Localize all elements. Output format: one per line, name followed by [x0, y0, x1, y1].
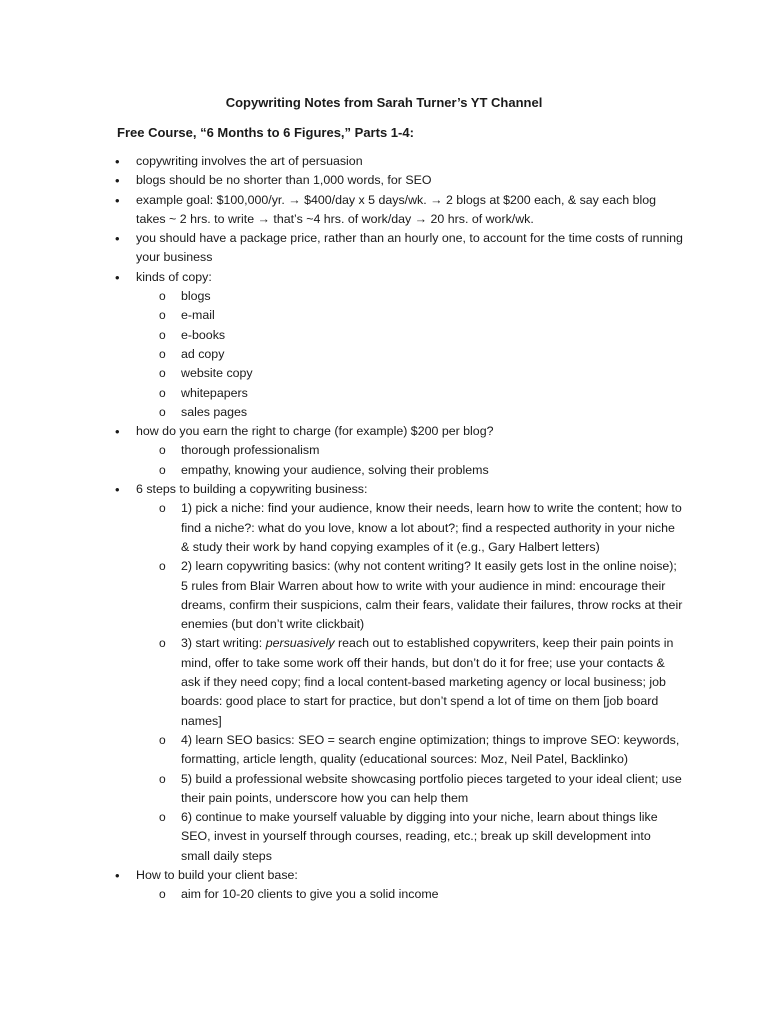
sub-list — [136, 885, 683, 904]
step3-rest: reach out to established copywriters, keep their pain points in mind, offer to take some work off their hands, but don’t do it for free; use your contacts & ask if they need copy; find a local content-based marketing agency or local business; job boards: good place to start for practice, but don’t spend a lot of time on them [job board names] — [181, 636, 674, 728]
list-item — [0, 171, 768, 190]
list-item — [0, 152, 768, 171]
sub-list-item: o aim for 10-20 clients to give you a solid income — [136, 885, 683, 904]
sub-list-item: o 6) continue to make yourself valuable by digging into your niche, learn about things like SEO, invest in yourself through courses, reading, etc.; break up skill development into small daily steps — [136, 808, 683, 866]
sub-list-item: o 2) learn copywriting basics: (why not content writing? It easily gets lost in the online noise); 5 rules from Blair Warren about how to write with your audience in mind: encourage their dreams, confirm their suspicions, calm their fears, validate their failures, throw rocks at their enemies (but don’t write clickbait) — [136, 557, 683, 634]
sub-list-item: o 5) build a professional website showcasing portfolio pieces targeted to your ideal client; use their pain points, underscore how you can help them — [136, 770, 683, 809]
list-item — [0, 268, 768, 422]
step3-prefix: 3) start writing: — [181, 636, 266, 651]
step3-emphasis: persuasively — [265, 636, 335, 651]
sub-list-item: o e-mail — [136, 306, 683, 325]
sub-list-item: o empathy, knowing your audience, solving their problems — [136, 461, 683, 480]
sub-list-item: o 1) pick a niche: find your audience, know their needs, learn how to write the content; how to find a niche?: what do you love, know a lot about?; find a respected authority in your niche & study their work by hand copying examples of it (e.g., Gary Halbert letters) — [136, 499, 683, 557]
list-item-text: copywriting involves the art of persuasion — [136, 154, 363, 168]
sub-list-item: o ad copy — [136, 345, 683, 364]
sub-list-item: o 4) learn SEO basics: SEO = search engine optimization; things to improve SEO: keywords, formatting, article length, quality (educational sources: Moz, Neil Patel, Backlinko) — [136, 731, 683, 770]
list-item-text: example goal: $100,000/yr. → $400/day x 5 days/wk. → 2 blogs at $200 each, & say each blog takes ~ 2 hrs. to write → that’s ~4 hrs. of work/day → 20 hrs. of work/wk. — [136, 192, 657, 226]
list-item-text: How to build your client base: — [136, 867, 298, 882]
list-item-text: blogs should be no shorter than 1,000 words, for SEO — [136, 173, 432, 188]
sub-list-item: o e-books — [136, 326, 683, 345]
list-item-text: 6 steps to building a copywriting business: — [136, 482, 368, 497]
sub-list-item: o blogs — [136, 287, 683, 306]
sub-list — [136, 499, 683, 866]
list-item — [0, 229, 768, 268]
list-item — [0, 480, 768, 866]
sub-list-item: o whitepapers — [136, 384, 683, 403]
sub-list-item: o sales pages — [136, 403, 683, 422]
list-item-text: you should have a package price, rather than an hourly one, to account for the time costs of running your business — [136, 231, 683, 265]
sub-list-item: o thorough professionalism — [136, 441, 683, 460]
notes-list — [0, 152, 768, 905]
sub-list — [136, 287, 683, 422]
list-item — [0, 866, 768, 905]
list-item-text: kinds of copy: — [136, 269, 212, 284]
sub-list-item — [136, 634, 683, 730]
list-item-text: how do you earn the right to charge (for example) $200 per blog? — [136, 424, 494, 439]
document-title: Copywriting Notes from Sarah Turner’s YT Channel — [225, 95, 543, 110]
list-item — [0, 191, 768, 230]
sub-list — [136, 441, 683, 480]
section-heading: Free Course, “6 Months to 6 Figures,” Parts 1-4: — [117, 125, 414, 140]
sub-list-item: o website copy — [136, 364, 683, 383]
list-item — [0, 422, 768, 480]
